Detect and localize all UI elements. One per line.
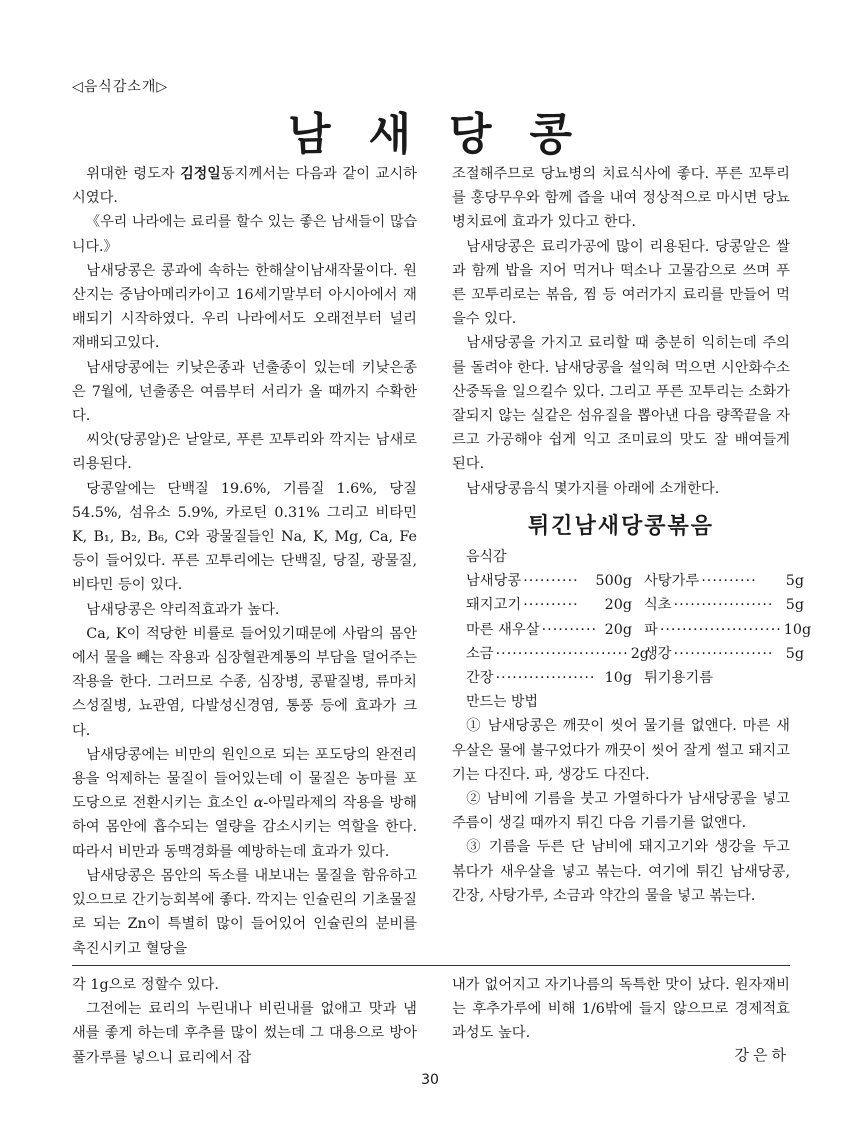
intro-paragraph	[72, 162, 417, 210]
section-divider	[72, 965, 790, 966]
ingredient-item: 사탕가루 ·········· 5g	[644, 573, 804, 590]
leader-name: 김정일	[180, 166, 221, 182]
alpha-symbol: α	[253, 795, 264, 812]
body-paragraph	[72, 743, 417, 864]
method-step: ③ 기름을 두른 단 남비에 돼지고기와 생강을 두고 볶다가 새우살을 넣고 볶는다. 여기에 튀긴 남새당콩, 간장, 사탕가루, 소금과 약간의 물을 넣고 볶는다.	[452, 839, 790, 904]
body-paragraph: 남새당콩을 가지고 료리할 때 충분히 익히는데 주의를 돌려야 한다. 남새당콩을 설익혀 먹으면 시안화수소산중독을 일으킬수 있다. 그리고 푸른 꼬투리는 소화가 잘되지 않는 실같은 섬유질을 뽑아낸 다음 량쪽끝을 자르고 가공해야 쉽게 익고 조미료의 맛도 잘 배여들게 된다.	[452, 335, 790, 473]
body-paragraph: Ca, K이 적당한 비률로 들어있기때문에 사람의 몸안에서 물을 빼는 작용과 심장혈관계통의 부담을 덜어주는 작용을 한다. 그러므로 수종, 심장병, 콩팥질병, 류마치스성질병, 뇨관염, 다발성신경염, 통풍 등에 효과가 크다.	[72, 625, 417, 739]
ingredients-list	[452, 569, 812, 690]
right-column	[452, 162, 812, 908]
body-paragraph: 각 1g으로 정할수 있다.	[72, 977, 219, 993]
body-paragraph: 남새당콩은 콩과에 속하는 한해살이남새작물이다. 원산지는 중남아메리카이고 16세기말부터 아시아에서 재배되기 시작하였다. 우리 나라에서도 오래전부터 널리 재배되고있다.	[72, 262, 417, 352]
body-paragraph: 남새당콩음식 몇가지를 아래에 소개한다.	[466, 480, 720, 497]
page-number: 30	[421, 1072, 439, 1088]
ingredient-item: 식초 ·················· 5g	[644, 597, 804, 614]
text-span: 남새당콩에는 비만의 원인으로 되는 포도당의 완전리용을 억제하는 물질이 들어있는데 이 물질은 농마를 포도당으로 전환시키는 효소인	[72, 746, 417, 812]
body-paragraph: 씨앗(당콩알)은 낟알로, 푸른 꼬투리와 깍지는 남새로 리용된다.	[72, 432, 417, 473]
body-paragraph: 남새당콩은 몸안의 독소를 내보내는 물질을 함유하고있으므로 간기능회복에 좋다. 깍지는 인슐린의 기초물질로 되는 Zn이 특별히 많이 들어있어 인슐린의 분비를 촉진시키고 혈당을	[72, 867, 417, 957]
intro-prefix: 위대한 령도자	[86, 166, 181, 182]
ingredient-item: 파 ······················ 10g	[644, 621, 812, 638]
body-paragraph: 그전에는 료리의 누린내나 비린내를 없애고 맛과 냄새를 좋게 하는데 후추를 많이 썼는데 그 대용으로 방아풀가루를 넣으니 료리에서 잡	[72, 1001, 417, 1066]
ingredient-item: 남새당콩 ·········· 500g	[466, 573, 632, 590]
ingredient-item: 생강 ·················· 5g	[644, 645, 804, 662]
body-paragraph: 내가 없어지고 자기나름의 독특한 맛이 났다. 원자재비는 후추가루에 비해 1/6밖에 들지 않으므로 경제적효과성도 높다.	[452, 977, 790, 1042]
body-paragraph: 남새당콩에는 키낮은종과 넌출종이 있는데 키낮은종은 7월에, 넌출종은 여름부터 서리가 올 때까지 수확한다.	[72, 359, 417, 425]
article-title: 남새당콩	[287, 109, 610, 160]
body-paragraph: 당콩알에는 단백질 19.6%, 기름질 1.6%, 당질 54.5%, 섬유소 5.9%, 카로틴 0.31% 그리고 비타민 K, B₁, B₂, B₆, C와 광물질들인 Na, K, Mg, Ca, Fe 등이 들어있다. 푸른 꼬투리에는 단백질, 당질, 광물질, 비타민 등이 있다.	[72, 480, 417, 594]
ingredient-item: 소금 ························ 2g	[466, 645, 649, 662]
bottom-right-column	[452, 973, 790, 1046]
method-heading: 만드는 방법	[466, 694, 539, 711]
bottom-left-column	[72, 973, 417, 1070]
body-paragraph: 조절해주므로 당뇨병의 치료식사에 좋다. 푸른 꼬투리를 홍당무우와 함께 즙을 내여 정상적으로 마시면 당뇨병치료에 효과가 있다고 한다.	[452, 166, 790, 231]
ingredient-item: 돼지고기 ·········· 20g	[466, 597, 632, 614]
ingredient-item: 마른 새우살 ·········· 20g	[466, 621, 632, 638]
section-label: ◁음식감소개▷	[72, 79, 169, 95]
quote-paragraph: 《우리 나라에는 료리를 할수 있는 좋은 남새들이 많습니다.》	[72, 214, 417, 255]
intro-suffix: 동지께서는 다음과 같이 교시하시였다.	[72, 166, 417, 207]
method-step: ② 남비에 기름을 붓고 가열하다가 남새당콩을 넣고 주름이 생길 때까지 튀긴 다음 기름기를 없앤다.	[452, 791, 790, 832]
body-paragraph: 남새당콩은 료리가공에 많이 리용된다. 당콩알은 쌀과 함께 밥을 지어 먹거나 떡소나 고물감으로 쓰며 푸른 꼬투리로는 볶음, 찜 등 여러가지 료리를 만들어 먹을수 있다.	[452, 238, 790, 328]
body-paragraph: 남새당콩은 약리적효과가 높다.	[86, 601, 280, 618]
ingredient-item: 튀기용기름	[644, 670, 714, 687]
author-name: 강은하	[734, 1046, 790, 1064]
ingredients-heading: 음식감	[466, 549, 507, 566]
left-column	[72, 162, 417, 961]
recipe-title: 튀긴남새당콩볶음	[527, 513, 715, 539]
method-step: ① 남새당콩은 깨끗이 씻어 물기를 없앤다. 마른 새우살은 물에 불구었다가 깨끗이 씻어 잘게 썰고 돼지고기는 다진다. 파, 생강도 다진다.	[452, 718, 790, 783]
ingredient-item: 간장 ·················· 10g	[466, 670, 632, 687]
text-span: -아밀라제의 작용을 방해하여 몸안에 흡수되는 열량을 감소시키는 역할을 한다. 따라서 비만과 동맥경화를 예방하는데 효과가 있다.	[72, 795, 417, 860]
